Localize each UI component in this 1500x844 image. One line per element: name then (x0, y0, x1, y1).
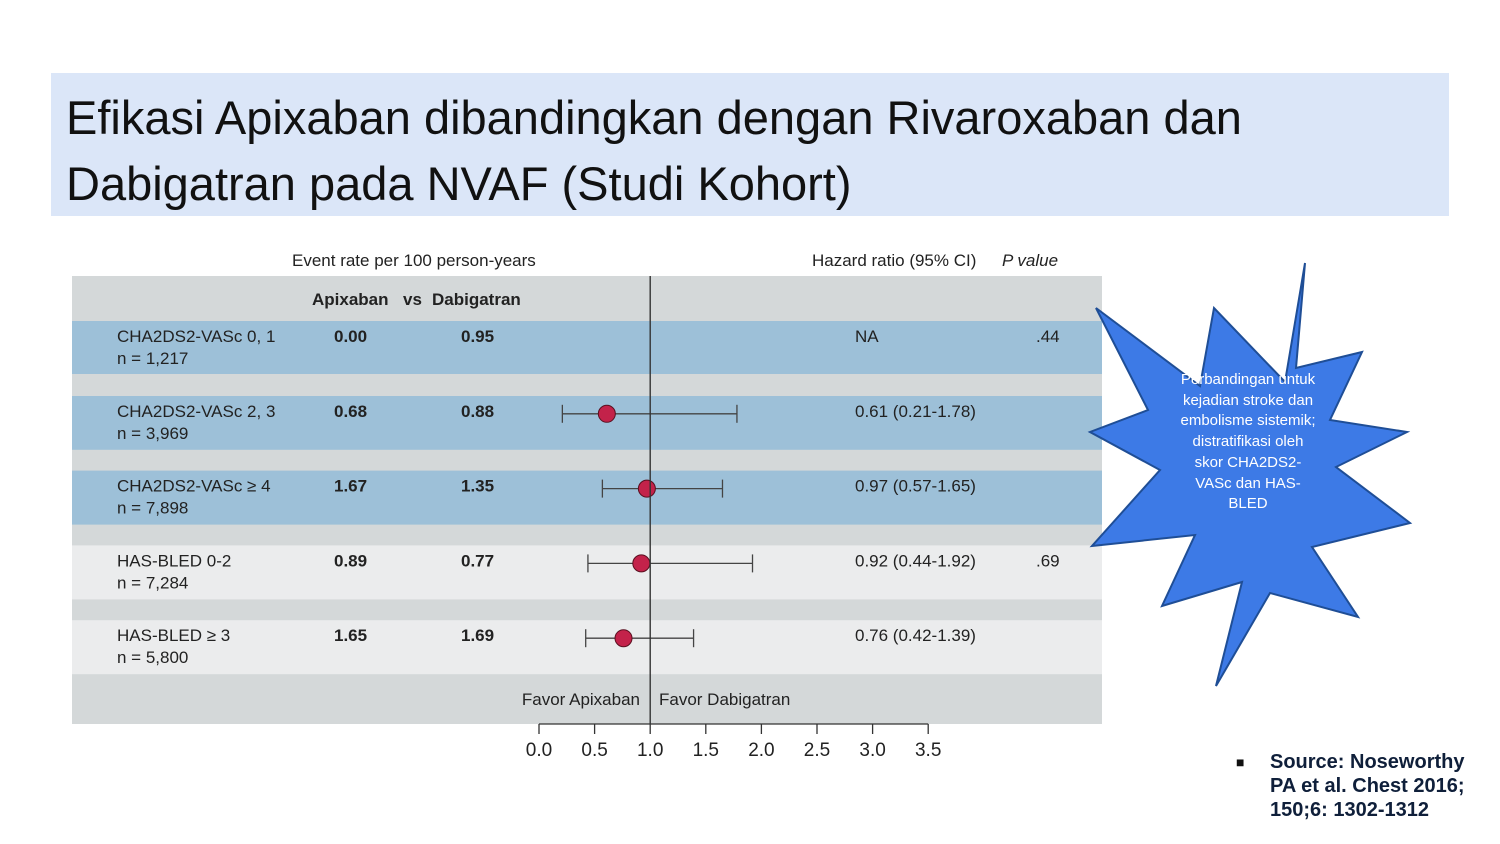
x-tick-label: 3.5 (914, 740, 942, 761)
dabigatran-rate: 1.35 (461, 476, 495, 496)
apixaban-rate: 0.00 (334, 327, 368, 346)
row-label: CHA2DS2-VASc 2, 3 (117, 401, 276, 421)
x-tick-label: 1.5 (692, 740, 720, 761)
point-estimate-marker (638, 480, 655, 497)
row-label: CHA2DS2-VASc 0, 1 (117, 327, 276, 346)
favor-dabigatran-label: Favor Dabigatran (659, 690, 791, 709)
x-tick-label: 2.0 (748, 740, 775, 761)
row-label: HAS-BLED ≥ 3 (117, 626, 231, 646)
header-p-value: P value (1002, 251, 1059, 270)
apixaban-rate: 1.65 (334, 626, 368, 646)
starburst-callout-text: Perbandingan untuk kejadian stroke dan embolisme sistemik; distratifikasi oleh skor CHA2DS2-VASc dan HAS-BLED (1180, 371, 1316, 513)
point-estimate-marker (633, 555, 650, 572)
row-n: n = 7,898 (117, 498, 189, 518)
row-n: n = 7,284 (117, 573, 189, 593)
source-text: Source: Noseworthy PA et al. Chest 2016; 150;6: 1302-1312 (1270, 751, 1465, 821)
row-n: n = 3,969 (117, 423, 189, 443)
x-tick-label: 0.0 (525, 740, 553, 761)
dabigatran-rate: 1.69 (461, 626, 495, 646)
group-label-apixaban: Apixaban (312, 290, 389, 309)
apixaban-rate: 0.89 (334, 551, 368, 571)
row-separator (72, 374, 1102, 396)
row-label: HAS-BLED 0-2 (117, 551, 232, 571)
hazard-ratio-text: 0.61 (0.21-1.78) (855, 401, 976, 421)
row-n: n = 1,217 (117, 349, 189, 368)
p-value-text: .69 (1036, 551, 1060, 571)
x-tick-label: 0.5 (581, 740, 608, 761)
favor-apixaban-label: Favor Apixaban (521, 690, 640, 709)
dabigatran-rate: 0.77 (461, 551, 495, 571)
slide-title-line-1: Efikasi Apixaban dibandingkan dengan Rivaroxaban dan (66, 91, 1242, 144)
bullet-icon: ■ (1236, 754, 1245, 770)
apixaban-rate: 0.68 (334, 401, 368, 421)
hazard-ratio-text: NA (855, 327, 879, 346)
header-event-rate: Event rate per 100 person-years (292, 251, 536, 270)
hazard-ratio-text: 0.76 (0.42-1.39) (855, 626, 976, 646)
p-value-text: .44 (1036, 327, 1060, 346)
x-tick-label: 2.5 (803, 740, 831, 761)
apixaban-rate: 1.67 (334, 476, 368, 496)
hazard-ratio-text: 0.92 (0.44-1.92) (855, 551, 976, 571)
x-tick-label: 1.0 (636, 740, 664, 761)
dabigatran-rate: 0.88 (461, 401, 495, 421)
header-hazard-ratio: Hazard ratio (95% CI) (812, 251, 977, 270)
dabigatran-rate: 0.95 (461, 327, 495, 346)
group-label-vs: vs (403, 290, 422, 309)
slide-title-line-2: Dabigatran pada NVAF (Studi Kohort) (66, 157, 852, 210)
hazard-ratio-text: 0.97 (0.57-1.65) (855, 476, 976, 496)
point-estimate-marker (598, 405, 615, 422)
x-tick-label: 3.0 (859, 740, 886, 761)
row-n: n = 5,800 (117, 648, 189, 668)
row-label: CHA2DS2-VASc ≥ 4 (117, 476, 271, 496)
point-estimate-marker (615, 630, 632, 647)
group-label-dabigatran: Dabigatran (432, 290, 521, 309)
